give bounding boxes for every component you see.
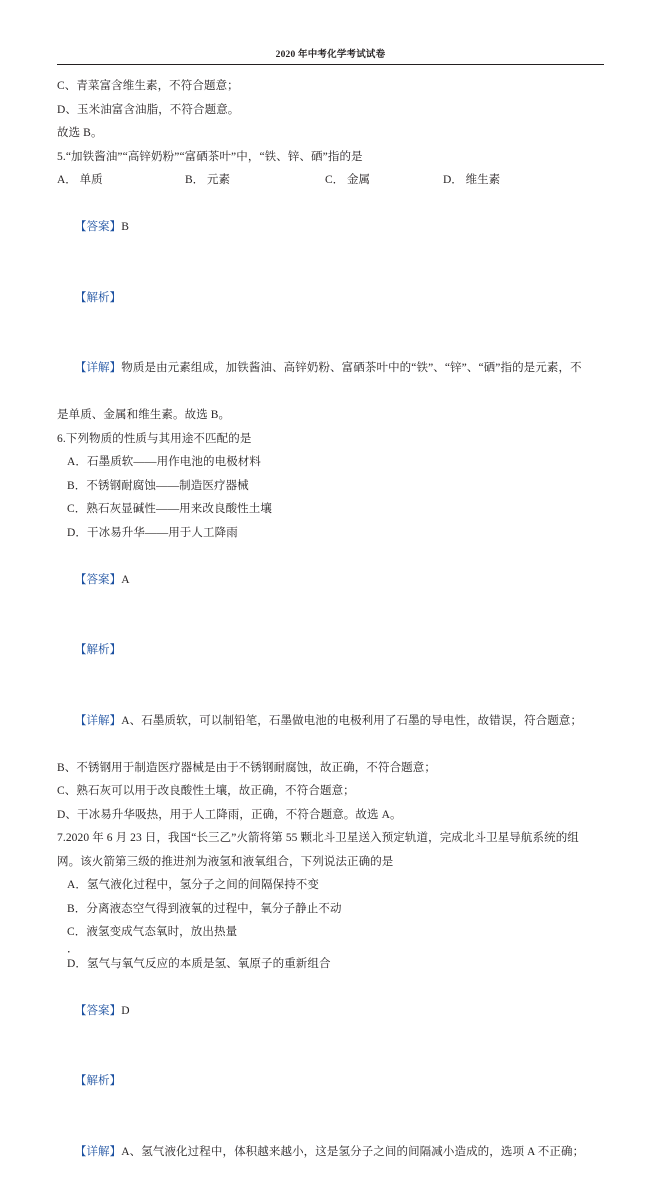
analysis-line bbox=[57, 616, 601, 687]
option-d: D．氢气与氧气反应的本质是氢、氧原子的重新组合 bbox=[67, 957, 331, 970]
answer-label: 【答案】 bbox=[74, 573, 122, 586]
question-stem: 7.2020 年 6 月 23 日，我国“长三乙”火箭将第 55 颗北斗卫星送入预定轨道，完成北斗卫星导航系统的组 bbox=[57, 832, 579, 844]
option-a: A．石墨质软——用作电池的电极材料 bbox=[67, 456, 262, 468]
analysis-label: 【解析】 bbox=[74, 1075, 122, 1087]
answer-line bbox=[57, 976, 601, 1047]
option-a: A．氢气液化过程中，氢分子之间的间隔保持不变 bbox=[67, 879, 320, 891]
option-a: A． 单质 bbox=[57, 174, 103, 186]
header-title: 2020 年中考化学考试试卷 bbox=[275, 50, 386, 60]
answer-line bbox=[57, 193, 601, 264]
answer-value: A bbox=[121, 573, 130, 586]
detail-line bbox=[57, 334, 601, 405]
question-stem: 5.“加铁酱油”“高锌奶粉”“富硒茶叶”中，“铁、锌、硒”指的是 bbox=[57, 150, 363, 163]
option-d: D． 维生素 bbox=[443, 174, 501, 186]
detail-text: 物质是由元素组成，加铁酱油、高锌奶粉、富硒茶叶中的“铁”、“锌”、“硒”指的是元素，不 bbox=[121, 362, 582, 374]
body-line: 故选 B。 bbox=[57, 127, 103, 139]
option-b: B． 元素 bbox=[185, 174, 231, 186]
body-line: 是单质、金属和维生素。故选 B。 bbox=[57, 409, 231, 421]
option-row bbox=[57, 169, 601, 193]
body-line: C、熟石灰可以用于改良酸性土壤，故正确，不符合题意； bbox=[57, 785, 355, 797]
answer-value: D bbox=[121, 1004, 130, 1017]
analysis-line bbox=[57, 1047, 601, 1118]
option-b: B．分离液态空气得到液氧的过程中，氧分子静止不动 bbox=[67, 902, 342, 915]
detail-label: 【详解】 bbox=[74, 1145, 122, 1158]
answer-line bbox=[57, 545, 601, 616]
detail-text: A、氢气液化过程中，体积越来越小，这是氢分子之间的间隔减小造成的，选项 A 不正确； bbox=[121, 1145, 585, 1158]
emphasis-dot: ． bbox=[67, 942, 79, 955]
option-c: C． 金属 bbox=[325, 174, 371, 186]
detail-text: A、石墨质软，可以制铅笔，石墨做电池的电极利用了石墨的导电性，故错误，符合题意； bbox=[121, 714, 583, 727]
analysis-label: 【解析】 bbox=[74, 644, 122, 656]
question-stem: 6.下列物质的性质与其用途不匹配的是 bbox=[57, 432, 252, 445]
body-line: D、玉米油富含油脂，不符合题意。 bbox=[57, 103, 240, 116]
answer-value: B bbox=[121, 221, 130, 233]
analysis-line bbox=[57, 263, 601, 334]
body-line: C、青菜富含维生素，不符合题意； bbox=[57, 80, 239, 92]
option-c: C．液氢变成气态氧时，放出热量 bbox=[67, 926, 238, 938]
question-stem-cont: 网。该火箭第三级的推进剂为液氢和液氧组合，下列说法正确的是 bbox=[57, 855, 394, 868]
answer-label: 【答案】 bbox=[74, 1004, 122, 1017]
analysis-label: 【解析】 bbox=[74, 291, 122, 304]
detail-label: 【详解】 bbox=[74, 362, 122, 374]
body-line: D、干冰易升华吸热，用于人工降雨，正确，不符合题意。故选 A。 bbox=[57, 808, 402, 821]
option-b: B．不锈钢耐腐蚀——制造医疗器械 bbox=[67, 479, 249, 492]
body-line: B、不锈钢用于制造医疗器械是由于不锈钢耐腐蚀，故正确，不符合题意； bbox=[57, 761, 436, 774]
detail-line bbox=[57, 686, 601, 757]
detail-label: 【详解】 bbox=[74, 714, 122, 727]
document-body bbox=[0, 65, 661, 1188]
option-d: D．干冰易升华——用于人工降雨 bbox=[67, 526, 238, 539]
answer-label: 【答案】 bbox=[74, 221, 122, 233]
page-header bbox=[0, 0, 661, 60]
option-c: C．熟石灰显碱性——用来改良酸性土壤 bbox=[67, 503, 272, 515]
detail-line bbox=[57, 1117, 601, 1188]
